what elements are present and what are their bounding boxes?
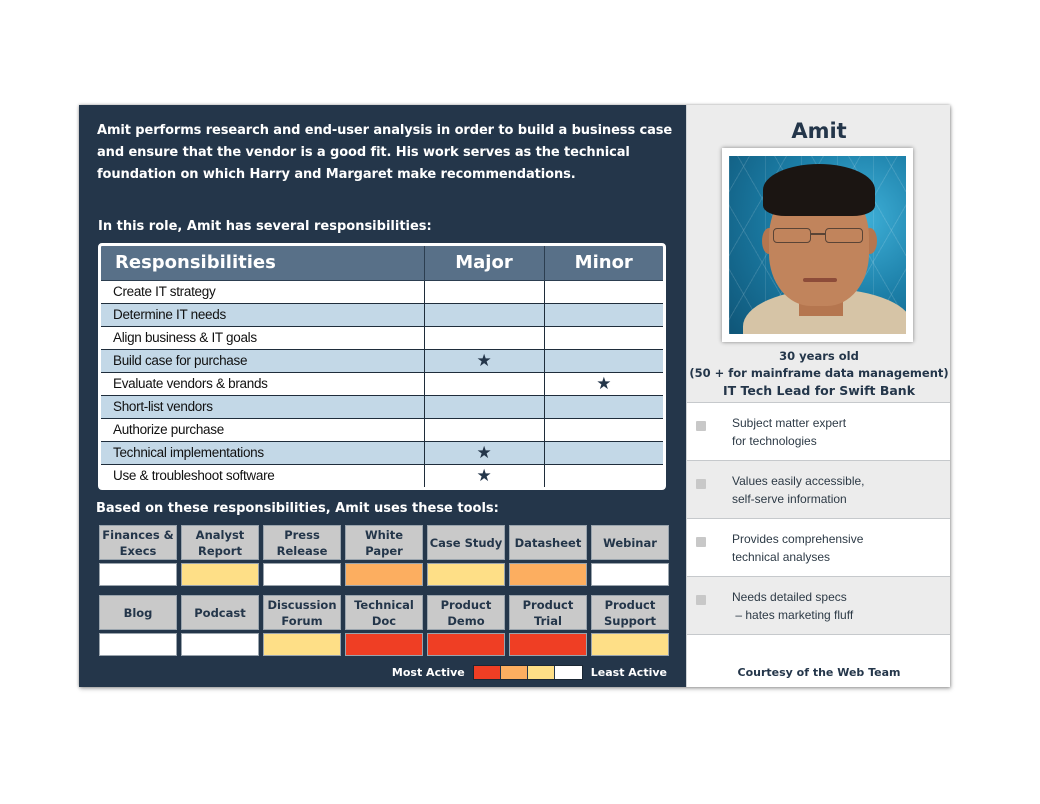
star-icon: ★	[476, 443, 492, 462]
major-cell	[424, 418, 544, 441]
persona-profile-panel	[686, 105, 950, 687]
tool-item	[99, 595, 177, 656]
tool-label: Webinar	[591, 525, 669, 560]
tool-label: Podcast	[181, 595, 259, 630]
tool-item	[509, 525, 587, 586]
star-icon: ★	[596, 374, 612, 393]
tool-item	[591, 595, 669, 656]
tool-item	[263, 595, 341, 656]
tool-item	[181, 595, 259, 656]
major-cell	[424, 326, 544, 349]
persona-card	[79, 105, 950, 687]
responsibilities-heading: In this role, Amit has several responsibilities:	[98, 219, 432, 234]
tool-item	[509, 595, 587, 656]
tool-label: White Paper	[345, 525, 423, 560]
major-cell	[424, 395, 544, 418]
responsibility-label: Build case for purchase	[101, 349, 424, 372]
responsibility-label: Use & troubleshoot software	[101, 464, 424, 487]
tools-grid-row-1	[99, 525, 667, 586]
trait-text	[732, 472, 865, 508]
activity-swatch	[263, 633, 341, 656]
tool-label: Blog	[99, 595, 177, 630]
trait-line: for technologies	[732, 433, 817, 448]
bullet-icon	[696, 479, 706, 489]
tool-label: Product Support	[591, 595, 669, 630]
tool-label: Datasheet	[509, 525, 587, 560]
table-row	[101, 326, 663, 349]
activity-swatch	[345, 563, 423, 586]
table-row	[101, 349, 663, 372]
star-icon: ★	[476, 351, 492, 370]
persona-photo	[729, 156, 906, 334]
activity-swatch	[345, 633, 423, 656]
activity-swatch	[509, 633, 587, 656]
activity-legend	[392, 665, 667, 680]
responsibility-label: Align business & IT goals	[101, 326, 424, 349]
tool-label: Press Release	[263, 525, 341, 560]
trait-line: Needs detailed specs	[732, 589, 847, 604]
persona-meta	[687, 348, 951, 399]
persona-role: IT Tech Lead for Swift Bank	[722, 383, 916, 398]
activity-swatch	[99, 633, 177, 656]
table-row	[101, 418, 663, 441]
activity-swatch	[181, 563, 259, 586]
tool-label: Analyst Report	[181, 525, 259, 560]
legend-color-scale	[473, 665, 583, 680]
tool-label: Discussion Forum	[263, 595, 341, 630]
trait-line: Values easily accessible,	[732, 473, 865, 488]
minor-cell	[544, 349, 663, 372]
legend-swatch-most	[474, 666, 501, 679]
minor-cell	[544, 464, 663, 487]
responsibility-label: Create IT strategy	[101, 280, 424, 303]
table-row	[101, 441, 663, 464]
persona-details-panel	[79, 105, 686, 687]
table-row	[101, 280, 663, 303]
star-icon: ★	[476, 466, 492, 486]
tool-item	[181, 525, 259, 586]
minor-cell	[544, 303, 663, 326]
major-cell	[424, 464, 544, 487]
tool-item	[427, 525, 505, 586]
tool-item	[345, 525, 423, 586]
responsibility-label: Determine IT needs	[101, 303, 424, 326]
tools-heading: Based on these responsibilities, Amit uses these tools:	[96, 501, 499, 516]
activity-swatch	[181, 633, 259, 656]
major-cell	[424, 349, 544, 372]
glasses-lens	[825, 228, 863, 243]
tool-item	[263, 525, 341, 586]
legend-swatch-least	[555, 666, 582, 679]
major-cell	[424, 303, 544, 326]
trait-text	[732, 530, 863, 566]
persona-traits-list	[687, 402, 950, 635]
tool-item	[591, 525, 669, 586]
minor-cell	[544, 418, 663, 441]
major-cell	[424, 372, 544, 395]
responsibility-label: Technical implementations	[101, 441, 424, 464]
responsibility-label: Authorize purchase	[101, 418, 424, 441]
persona-age-note: (50 + for mainframe data management)	[689, 366, 949, 380]
major-cell	[424, 441, 544, 464]
minor-cell	[544, 280, 663, 303]
legend-most-label: Most Active	[391, 666, 465, 679]
trait-text	[732, 414, 846, 450]
bullet-icon	[696, 537, 706, 547]
tool-item	[427, 595, 505, 656]
legend-least-label: Least Active	[590, 666, 667, 679]
minor-cell	[544, 395, 663, 418]
trait-item	[687, 461, 950, 519]
tool-label: Product Trial	[509, 595, 587, 630]
minor-cell	[544, 326, 663, 349]
trait-item	[687, 403, 950, 461]
minor-cell	[544, 441, 663, 464]
intro-paragraph: Amit performs research and end-user analysis in order to build a business case and ensure that the vendor is a good fit. His work serves as the technical foundation on which Harry and Margaret make recommendations.	[97, 123, 673, 182]
glasses-icon	[769, 228, 869, 244]
tool-label: Product Demo	[427, 595, 505, 630]
tool-label: Finances & Execs	[99, 525, 177, 560]
tools-grid-row-2	[99, 595, 667, 656]
persona-name: Amit	[791, 119, 847, 143]
trait-line: – hates marketing fluff	[732, 607, 854, 622]
tool-label: Case Study	[427, 525, 505, 560]
activity-swatch	[591, 633, 669, 656]
table-row	[101, 303, 663, 326]
trait-line: Provides comprehensive	[732, 531, 864, 546]
responsibilities-table	[98, 243, 666, 490]
activity-swatch	[591, 563, 669, 586]
persona-age: 30 years old	[779, 349, 859, 363]
credit-text: Courtesy of the Web Team	[737, 666, 901, 679]
trait-item	[687, 577, 950, 635]
table-row	[101, 464, 663, 487]
column-header-minor: Minor	[544, 246, 663, 280]
persona-photo-frame	[722, 148, 913, 342]
activity-swatch	[427, 633, 505, 656]
trait-item	[687, 519, 950, 577]
activity-swatch	[263, 563, 341, 586]
tool-item	[345, 595, 423, 656]
responsibility-label: Short-list vendors	[101, 395, 424, 418]
column-header-major: Major	[424, 246, 544, 280]
major-cell	[424, 280, 544, 303]
trait-text	[732, 588, 853, 624]
column-header-responsibilities: Responsibilities	[101, 246, 424, 280]
bullet-icon	[696, 595, 706, 605]
tool-label: Technical Doc	[345, 595, 423, 630]
responsibility-label: Evaluate vendors & brands	[101, 372, 424, 395]
trait-line: Subject matter expert	[732, 415, 847, 430]
activity-swatch	[427, 563, 505, 586]
table-row	[101, 372, 663, 395]
photo-hair	[763, 164, 875, 216]
legend-swatch-high	[501, 666, 528, 679]
photo-mouth	[803, 278, 837, 282]
legend-swatch-medium	[528, 666, 555, 679]
bullet-icon	[696, 421, 706, 431]
trait-line: technical analyses	[732, 549, 831, 564]
activity-swatch	[99, 563, 177, 586]
glasses-bridge	[811, 233, 825, 235]
table-row	[101, 395, 663, 418]
trait-line: self-serve information	[732, 491, 847, 506]
tool-item	[99, 525, 177, 586]
minor-cell	[544, 372, 663, 395]
activity-swatch	[509, 563, 587, 586]
table-header-row	[101, 246, 663, 280]
glasses-lens	[773, 228, 811, 243]
